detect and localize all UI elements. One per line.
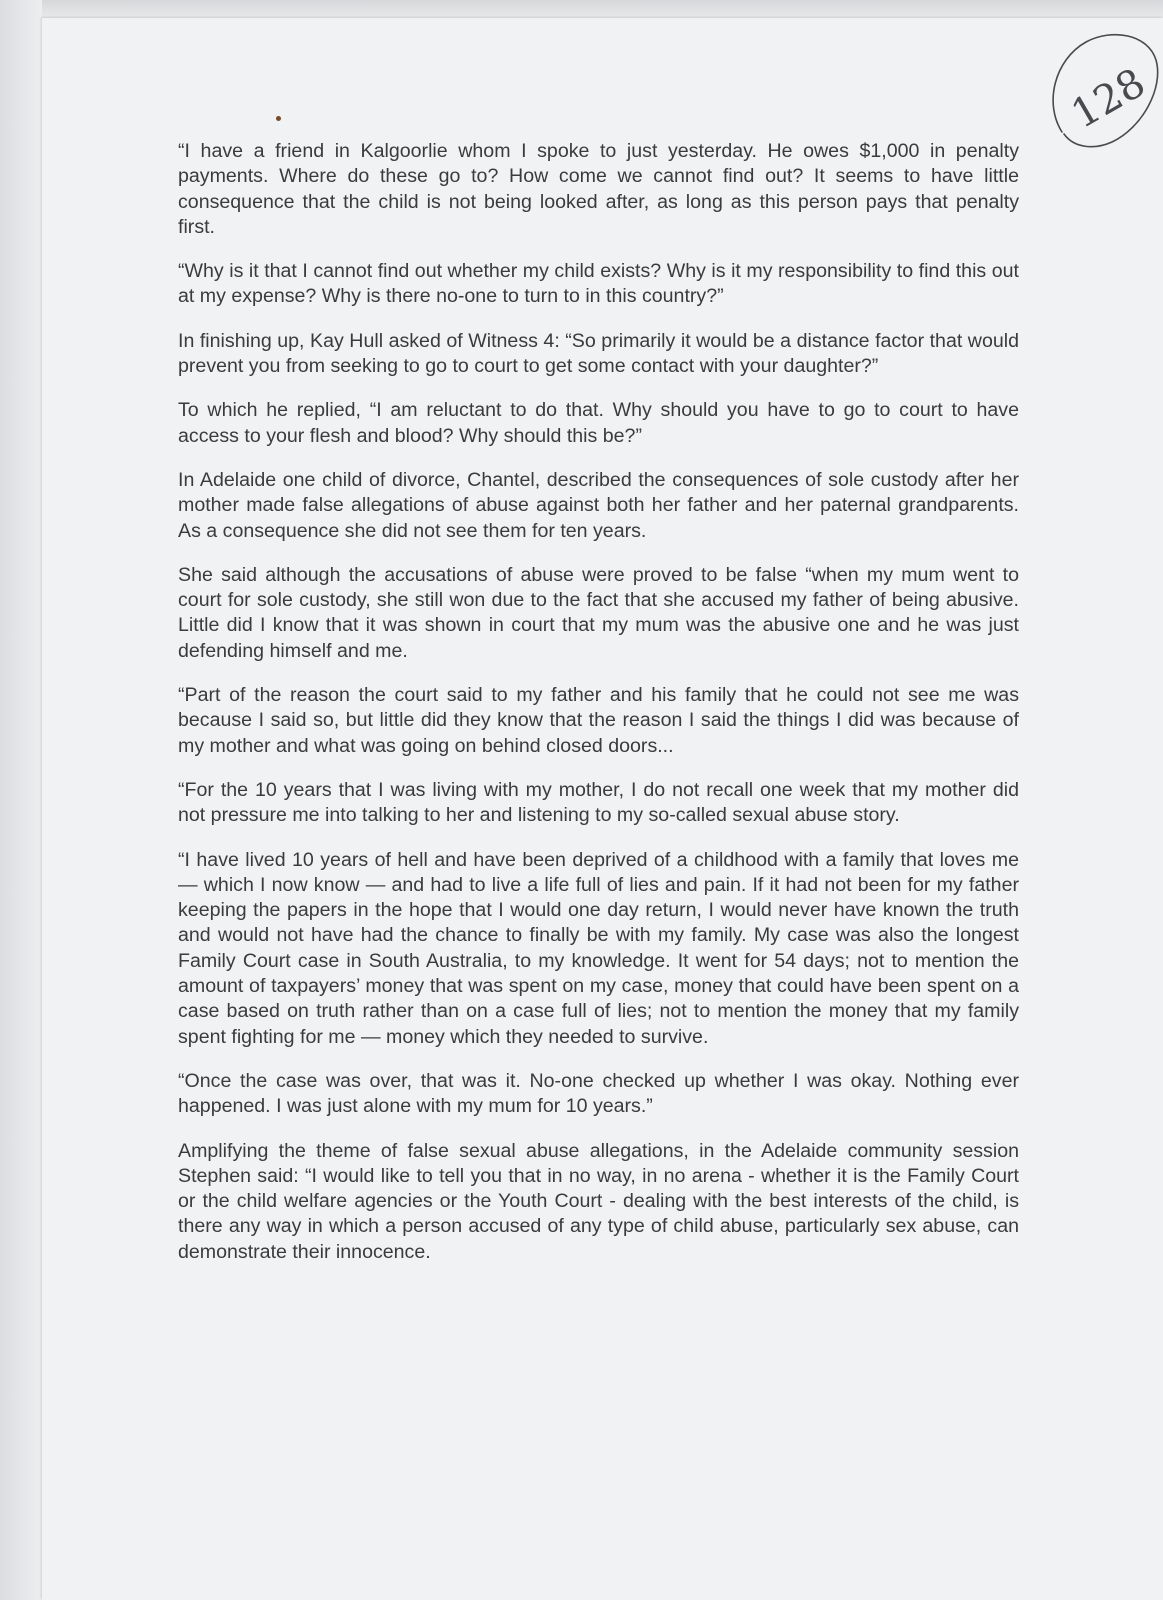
paragraph-9: “I have lived 10 years of hell and have been deprived of a childhood with a family that loves me — which I now know — and had to live a life full of lies and pain. If it had not been for my father keeping the papers in the hope that I would one day return, I would never have known the truth and would not have had the chance to finally be with my family. My case was also the longest Family Court case in South Australia, to my knowledge. It went for 54 days; not to mention the amount of taxpayers’ money that was spent on my case, money that could have been spent on a case based on truth rather than on a case full of lies; not to mention the money that my family spent fighting for me — money which they needed to survive. bbox=[178, 848, 1019, 1048]
paragraph-1: “I have a friend in Kalgoorlie whom I spoke to just yesterday. He owes $1,000 in penalty payments. Where do these go to? How come we cannot find out? It seems to have little consequence that the child is not being looked after, as long as this person pays that penalty first. bbox=[178, 140, 1019, 238]
scan-top-edge bbox=[0, 0, 1163, 18]
paragraph-10: “Once the case was over, that was it. No-one checked up whether I was okay. Nothing ever happened. I was just alone with my mum for 10 years.” bbox=[178, 1069, 1019, 1118]
paragraph-6: She said although the accusations of abuse were proved to be false “when my mum went to court for sole custody, she still won due to the fact that she accused my father of being abusive. Little did I know that it was shown in court that my mum was the abusive one and he was just defending himself and me. bbox=[178, 563, 1019, 662]
paragraph-5: In Adelaide one child of divorce, Chantel, described the consequences of sole custody after her mother made false allegations of abuse against both her father and her paternal grandparents. As a consequence she did not see them for ten years. bbox=[178, 468, 1019, 542]
handwritten-page-number bbox=[1050, 24, 1162, 154]
paragraph-3: In finishing up, Kay Hull asked of Witness 4: “So primarily it would be a distance factor that would prevent you from seeking to go to court to get some contact with your daughter?” bbox=[178, 329, 1019, 378]
document-body bbox=[178, 139, 1019, 1284]
paragraph-7: “Part of the reason the court said to my father and his family that he could not see me was because I said so, but little did they know that the reason I said the things I did was because of my mother and what was going on behind closed doors... bbox=[178, 684, 1019, 757]
paragraph-8: “For the 10 years that I was living with my mother, I do not recall one week that my mother did not pressure me into talking to her and listening to my so-called sexual abuse story. bbox=[178, 778, 1019, 827]
paragraph-4: To which he replied, “I am reluctant to do that. Why should you have to go to court to have access to your flesh and blood? Why should this be?” bbox=[178, 399, 1019, 447]
ink-speck bbox=[276, 116, 281, 121]
paragraph-11: Amplifying the theme of false sexual abuse allegations, in the Adelaide community session Stephen said: “I would like to tell you that in no way, in no arena - whether it is the Family Court or the child welfare agencies or the Youth Court - dealing with the best interests of the child, is there any way in which a person accused of any type of child abuse, particularly sex abuse, can demonstrate their innocence. bbox=[178, 1139, 1019, 1263]
page-number-circle-icon bbox=[1050, 24, 1162, 154]
paragraph-2: “Why is it that I cannot find out whether my child exists? Why is it my responsibility to find this out at my expense? Why is there no-one to turn to in this country?” bbox=[178, 260, 1019, 308]
page-number-text: 128 bbox=[1063, 59, 1154, 138]
scan-left-edge bbox=[0, 0, 42, 1600]
